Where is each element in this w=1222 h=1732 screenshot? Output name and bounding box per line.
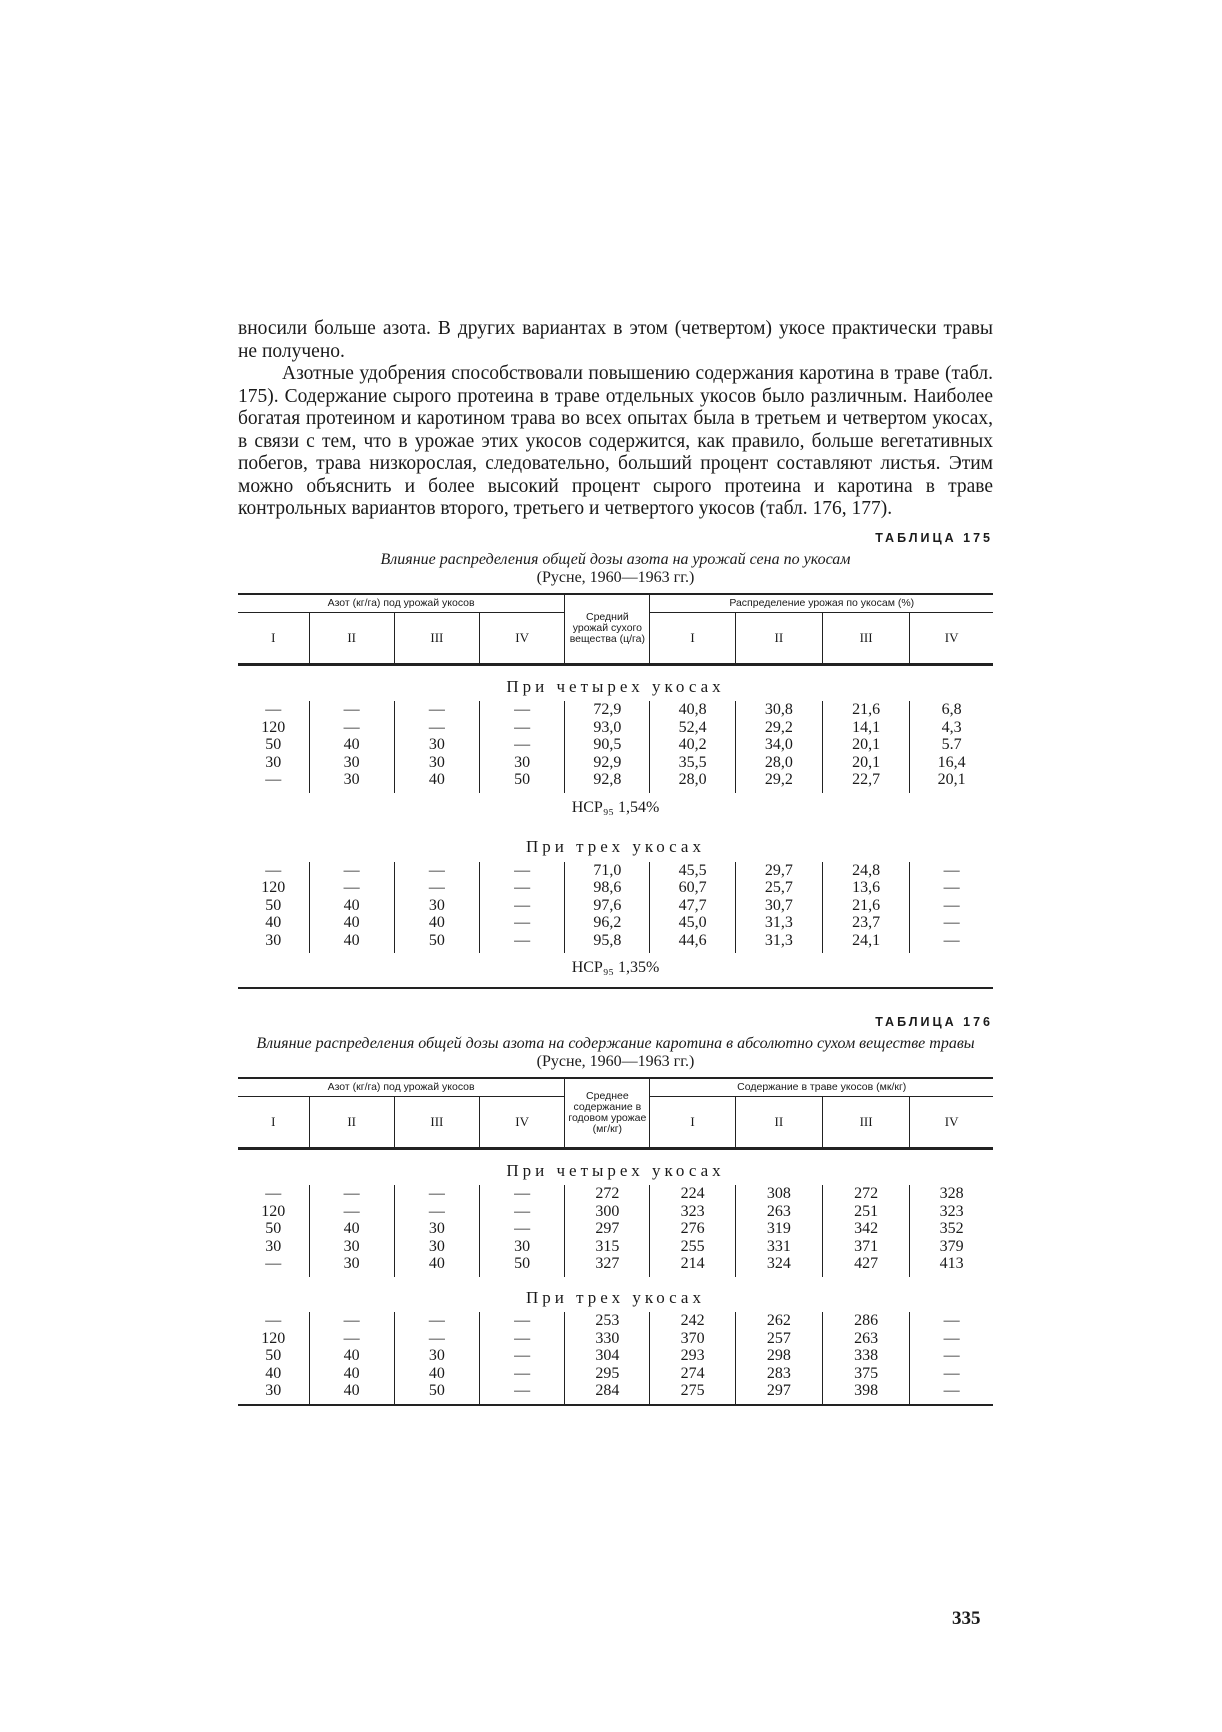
table-176 (238, 1077, 993, 1406)
table-cell: 319 (735, 1220, 822, 1238)
table-cell: 96,2 (565, 914, 650, 932)
table-row (238, 736, 993, 754)
table-row (238, 932, 993, 954)
table-cell: 120 (261, 879, 286, 896)
table-cell: 338 (822, 1347, 909, 1365)
table-cell: 379 (910, 1238, 993, 1256)
table-cell: — (309, 862, 394, 880)
table-row (238, 1347, 993, 1365)
lsd-note: НСР₉₅ 1,54% (571, 798, 660, 816)
table-cell: — (309, 879, 394, 897)
table-cell: 24,8 (822, 862, 909, 880)
table-cell: 30 (309, 754, 394, 772)
table-175-head-mean: Средний урожай сухого вещества (ц/га) (565, 594, 650, 665)
table-cell: 90,5 (565, 736, 650, 754)
table-cell: — (910, 897, 993, 915)
table-cell: 253 (565, 1312, 650, 1330)
column-header: II (735, 612, 822, 664)
table-cell: 30,7 (735, 897, 822, 915)
table-cell: 52,4 (650, 719, 735, 737)
table-176-head-mean: Среднее содержание в годовом урожае (мг/кг) (565, 1078, 650, 1149)
table-cell: 427 (822, 1255, 909, 1277)
table-cell: 50 (265, 1347, 282, 1364)
column-header: I (650, 1096, 735, 1148)
table-cell: — (480, 701, 565, 719)
table-cell: 50 (394, 932, 479, 954)
section-heading: При трех укосах (526, 1287, 705, 1307)
table-175 (238, 593, 993, 989)
table-cell: 272 (822, 1185, 909, 1203)
table-row (238, 1312, 993, 1330)
table-176-title-italic: Влияние распределения общей дозы азота на содержание каротина в абсолютно сухом веществе травы (256, 1034, 975, 1052)
column-header: III (394, 1096, 479, 1148)
table-cell: 50 (480, 1255, 565, 1277)
table-cell: 50 (480, 771, 565, 793)
table-cell: 413 (910, 1255, 993, 1277)
table-cell: — (480, 1365, 565, 1383)
table-cell: — (309, 1185, 394, 1203)
table-cell: — (480, 1312, 565, 1330)
paragraph-continuation: вносили больше азота. В других вариантах в этом (четвертом) укосе практически травы не получено. (238, 318, 993, 362)
table-cell: 297 (735, 1382, 822, 1405)
table-cell: 30,8 (735, 701, 822, 719)
table-175-label: ТАБЛИЦА 175 (875, 530, 993, 545)
section-heading: При четырех укосах (506, 676, 725, 696)
table-cell: 34,0 (735, 736, 822, 754)
table-175-head-distribution: Распределение урожая по укосам (%) (650, 594, 993, 613)
table-row (238, 1220, 993, 1238)
table-cell: 40 (309, 932, 394, 954)
table-cell: 31,3 (735, 932, 822, 954)
table-cell: 50 (394, 1382, 479, 1405)
table-cell: 30 (394, 1238, 479, 1256)
table-row (238, 862, 993, 880)
table-cell: 30 (309, 1238, 394, 1256)
table-cell: 31,3 (735, 914, 822, 932)
table-cell: 276 (650, 1220, 735, 1238)
table-cell: 375 (822, 1365, 909, 1383)
table-cell: 398 (822, 1382, 909, 1405)
table-cell: 40 (394, 771, 479, 793)
table-cell: — (480, 1203, 565, 1221)
table-cell: — (394, 1185, 479, 1203)
table-cell: 92,8 (565, 771, 650, 793)
table-cell: 47,7 (650, 897, 735, 915)
table-cell: 40 (309, 1220, 394, 1238)
table-cell: 40 (265, 914, 282, 931)
table-cell: 274 (650, 1365, 735, 1383)
table-cell: — (309, 701, 394, 719)
table-cell: 342 (822, 1220, 909, 1238)
table-cell: 284 (565, 1382, 650, 1405)
table-cell: 5.7 (910, 736, 993, 754)
column-header: II (735, 1096, 822, 1148)
table-cell: 28,0 (735, 754, 822, 772)
column-header: II (309, 612, 394, 664)
table-cell: 23,7 (822, 914, 909, 932)
table-175-head-nitrogen: Азот (кг/га) под урожай укосов (238, 594, 565, 613)
table-row (238, 914, 993, 932)
table-row (238, 1382, 993, 1405)
table-row (238, 701, 993, 719)
table-cell: — (394, 1330, 479, 1348)
table-cell: 40 (309, 1347, 394, 1365)
column-header: III (822, 612, 909, 664)
table-cell: 25,7 (735, 879, 822, 897)
table-cell: — (910, 862, 993, 880)
table-cell: 324 (735, 1255, 822, 1277)
table-cell: — (394, 701, 479, 719)
table-cell: 24,1 (822, 932, 909, 954)
table-cell: — (265, 701, 282, 718)
column-header: IV (910, 612, 993, 664)
table-cell: 21,6 (822, 701, 909, 719)
table-176-head-nitrogen: Азот (кг/га) под урожай укосов (238, 1078, 565, 1097)
table-row (238, 1330, 993, 1348)
table-row (238, 771, 993, 793)
table-cell: — (910, 879, 993, 897)
table-175-title (238, 551, 993, 587)
table-cell: 95,8 (565, 932, 650, 954)
page-number: 335 (952, 1608, 981, 1629)
table-cell: 98,6 (565, 879, 650, 897)
table-cell: 40 (394, 914, 479, 932)
table-cell: 6,8 (910, 701, 993, 719)
table-cell: — (394, 862, 479, 880)
table-cell: 28,0 (650, 771, 735, 793)
column-header: II (309, 1096, 394, 1148)
table-cell: — (265, 1185, 282, 1202)
table-176-label: ТАБЛИЦА 176 (875, 1014, 993, 1029)
table-cell: 40 (309, 1365, 394, 1383)
table-cell: 323 (910, 1203, 993, 1221)
table-cell: 297 (565, 1220, 650, 1238)
page-content (238, 318, 993, 1406)
table-cell: 40 (394, 1255, 479, 1277)
table-cell: — (394, 879, 479, 897)
column-header: I (650, 612, 735, 664)
table-cell: 45,0 (650, 914, 735, 932)
table-cell: 14,1 (822, 719, 909, 737)
table-cell: 30 (480, 1238, 565, 1256)
table-175-title-italic: Влияние распределения общей дозы азота на урожай сена по укосам (380, 550, 851, 568)
table-cell: 30 (394, 897, 479, 915)
table-cell: 30 (309, 771, 394, 793)
table-cell: 40,8 (650, 701, 735, 719)
table-cell: 315 (565, 1238, 650, 1256)
table-cell: 328 (910, 1185, 993, 1203)
column-header: III (822, 1096, 909, 1148)
table-cell: 22,7 (822, 771, 909, 793)
table-cell: 286 (822, 1312, 909, 1330)
table-cell: — (309, 1312, 394, 1330)
table-cell: 40 (309, 914, 394, 932)
column-header: I (238, 612, 309, 664)
table-cell: 304 (565, 1347, 650, 1365)
table-row (238, 754, 993, 772)
table-cell: 72,9 (565, 701, 650, 719)
table-cell: 30 (265, 931, 282, 949)
table-cell: 214 (650, 1255, 735, 1277)
table-cell: — (309, 1203, 394, 1221)
table-cell: 50 (265, 896, 282, 914)
table-cell: 293 (650, 1347, 735, 1365)
table-cell: — (910, 1330, 993, 1348)
table-cell: — (480, 1382, 565, 1405)
table-cell: 120 (261, 718, 286, 736)
table-row (238, 1185, 993, 1203)
table-cell: — (910, 932, 993, 954)
table-cell: 308 (735, 1185, 822, 1203)
table-cell: 295 (565, 1365, 650, 1383)
table-cell: 263 (735, 1203, 822, 1221)
table-row (238, 897, 993, 915)
table-cell: — (910, 1382, 993, 1405)
section-heading: При трех укосах (526, 837, 705, 856)
table-cell: 272 (565, 1185, 650, 1203)
table-cell: 40 (265, 1364, 282, 1382)
table-cell: — (480, 1347, 565, 1365)
table-cell: 20,1 (822, 754, 909, 772)
table-176-title (238, 1035, 993, 1071)
table-cell: 21,6 (822, 897, 909, 915)
table-cell: 40,2 (650, 736, 735, 754)
table-cell: — (910, 1347, 993, 1365)
column-header: III (394, 612, 479, 664)
table-cell: 262 (735, 1312, 822, 1330)
table-175-body (238, 664, 993, 988)
table-cell: 16,4 (910, 754, 993, 772)
table-cell: 29,2 (735, 771, 822, 793)
table-row (238, 879, 993, 897)
table-cell: — (394, 1312, 479, 1330)
table-cell: 263 (822, 1330, 909, 1348)
table-cell: 300 (565, 1203, 650, 1221)
table-cell: — (265, 861, 282, 879)
table-cell: — (265, 1255, 282, 1272)
table-row (238, 1203, 993, 1221)
table-cell: 224 (650, 1185, 735, 1203)
table-cell: 275 (650, 1382, 735, 1405)
section-heading: При четырех укосах (506, 1160, 725, 1180)
table-cell: 330 (565, 1330, 650, 1348)
table-cell: — (480, 1185, 565, 1203)
table-176-body (238, 1148, 993, 1405)
lsd-note: НСР₉₅ 1,35% (571, 959, 660, 976)
table-row (238, 719, 993, 737)
table-175-title-plain: (Русне, 1960—1963 гг.) (536, 568, 695, 586)
table-cell: 30 (394, 754, 479, 772)
table-cell: 283 (735, 1365, 822, 1383)
table-cell: 251 (822, 1203, 909, 1221)
table-cell: 40 (309, 897, 394, 915)
table-cell: — (910, 914, 993, 932)
table-cell: 371 (822, 1238, 909, 1256)
table-cell: 93,0 (565, 719, 650, 737)
table-cell: — (480, 932, 565, 954)
table-cell: — (480, 1220, 565, 1238)
table-cell: 30 (309, 1255, 394, 1277)
table-cell: 30 (394, 736, 479, 754)
table-cell: — (480, 897, 565, 915)
table-cell: — (309, 1330, 394, 1348)
table-cell: 20,1 (822, 736, 909, 754)
table-176-title-plain: (Русне, 1960—1963 гг.) (536, 1052, 695, 1070)
table-cell: — (480, 719, 565, 737)
table-cell: 92,9 (565, 754, 650, 772)
column-header: IV (910, 1096, 993, 1148)
table-cell: 50 (265, 1220, 282, 1237)
table-cell: — (480, 862, 565, 880)
table-cell: 35,5 (650, 754, 735, 772)
table-cell: 30 (265, 1237, 282, 1255)
table-cell: — (910, 1312, 993, 1330)
table-cell: 120 (261, 1329, 286, 1347)
table-cell: 40 (394, 1365, 479, 1383)
table-cell: 327 (565, 1255, 650, 1277)
table-cell: 50 (265, 736, 282, 753)
table-cell: — (480, 914, 565, 932)
table-cell: — (265, 1312, 282, 1329)
column-header: I (238, 1096, 309, 1148)
table-cell: 120 (261, 1202, 286, 1220)
table-cell: 30 (265, 753, 282, 771)
table-cell: 40 (309, 1382, 394, 1405)
table-cell: 29,7 (735, 862, 822, 880)
table-cell: 30 (394, 1220, 479, 1238)
column-header: IV (480, 612, 565, 664)
table-cell: 298 (735, 1347, 822, 1365)
table-cell: 242 (650, 1312, 735, 1330)
table-cell: — (394, 1203, 479, 1221)
table-cell: 13,6 (822, 879, 909, 897)
table-cell: 40 (309, 736, 394, 754)
table-cell: 370 (650, 1330, 735, 1348)
table-cell: 29,2 (735, 719, 822, 737)
table-cell: 97,6 (565, 897, 650, 915)
table-cell: 323 (650, 1203, 735, 1221)
table-cell: 44,6 (650, 932, 735, 954)
table-cell: — (480, 736, 565, 754)
table-cell: — (309, 719, 394, 737)
table-cell: 30 (265, 1382, 282, 1399)
table-cell: 71,0 (565, 862, 650, 880)
table-cell: 257 (735, 1330, 822, 1348)
table-cell: 4,3 (910, 719, 993, 737)
table-cell: 30 (394, 1347, 479, 1365)
table-cell: 60,7 (650, 879, 735, 897)
table-row (238, 1365, 993, 1383)
table-cell: — (480, 879, 565, 897)
table-cell: — (480, 1330, 565, 1348)
table-176-head-content: Содержание в траве укосов (мк/кг) (650, 1078, 993, 1097)
table-row (238, 1255, 993, 1277)
table-cell: 45,5 (650, 862, 735, 880)
table-cell: 30 (480, 754, 565, 772)
column-header: IV (480, 1096, 565, 1148)
table-cell: — (265, 771, 282, 788)
table-cell: 255 (650, 1238, 735, 1256)
table-cell: — (910, 1365, 993, 1383)
table-cell: 20,1 (910, 771, 993, 793)
table-cell: 352 (910, 1220, 993, 1238)
table-cell: — (394, 719, 479, 737)
table-row (238, 1238, 993, 1256)
table-cell: 331 (735, 1238, 822, 1256)
paragraph-carotene: Азотные удобрения способствовали повышению содержания каротина в траве (табл. 175). Содержание сырого протеина в траве отдельных укосов было различным. Наиболее богатая протеином и каротином трава во всех опытах была в третьем и четвертом укосах, в связи с тем, что в урожае этих укосов содержится, как правило, больше вегетативных побегов, трава низкорослая, следовательно, больший процент составляют листья. Этим можно объяснить и более высокий процент сырого протеина и каротина в траве контрольных вариантов второго, третьего и четвертого укосов (табл. 176, 177). (238, 363, 993, 519)
